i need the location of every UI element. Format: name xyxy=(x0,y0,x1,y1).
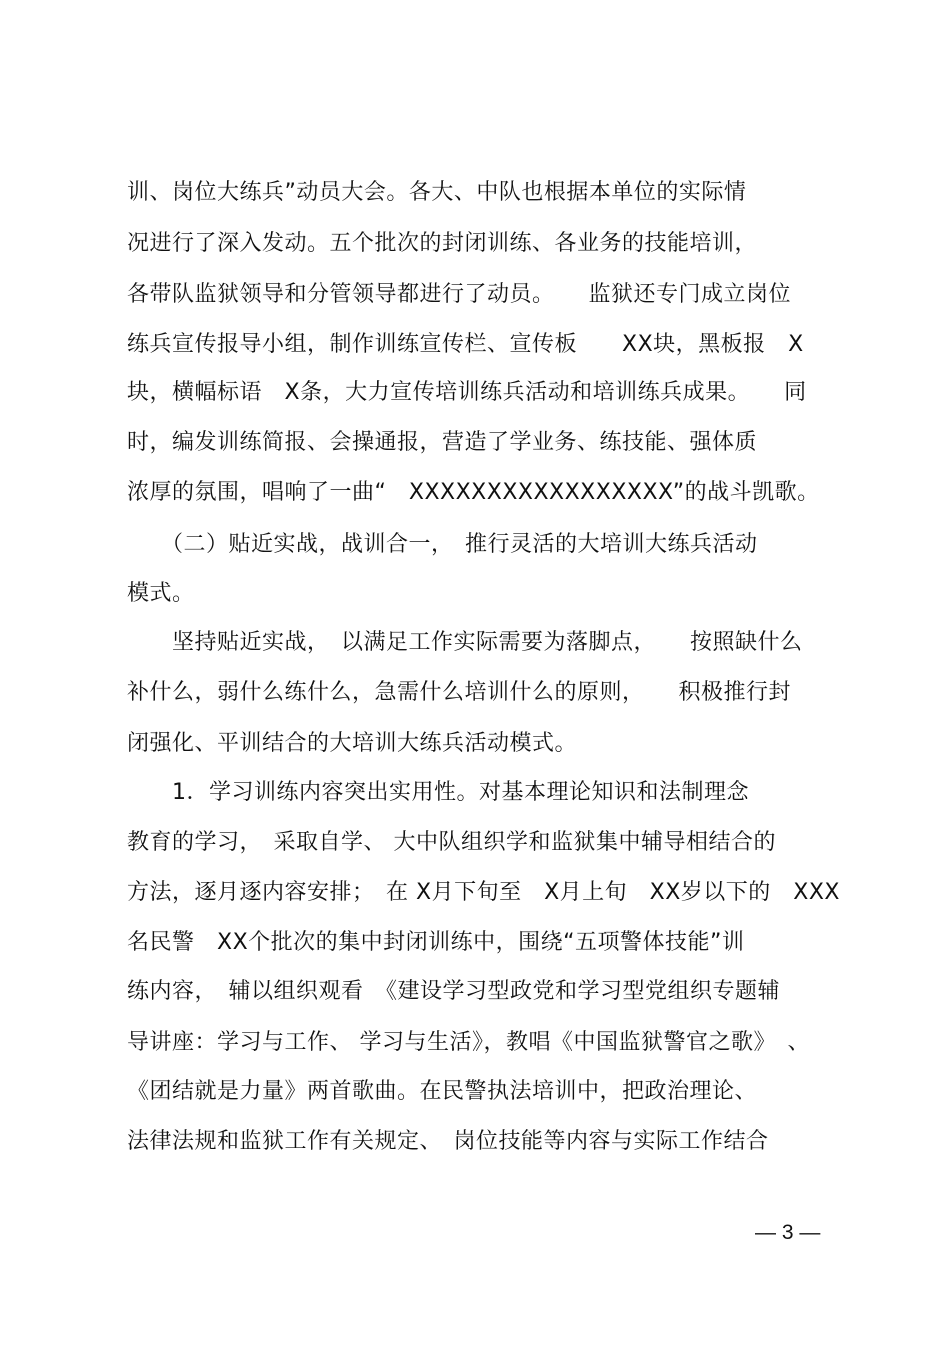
body-text-line: 导讲座：学习与工作、 学习与生活》，教唱《中国监狱警官之歌》 、 xyxy=(127,1030,810,1055)
body-text-line: 补什么，弱什么练什么，急需什么培训什么的原则， 积极推行封 xyxy=(127,680,792,705)
body-text-line: 方法，逐月逐内容安排； 在 X月下旬至 X月上旬 XX岁以下的 XXX xyxy=(127,880,840,905)
body-text-line: 坚持贴近实战， 以满足工作实际需要为落脚点， 按照缺什么 xyxy=(127,630,803,655)
numbered-item-line: 1．学习训练内容突出实用性。对基本理论知识和法制理念 xyxy=(127,780,749,805)
body-text-line: 各带队监狱领导和分管领导都进行了动员。 监狱还专门成立岗位 xyxy=(127,282,792,307)
body-text-line: 名民警 XX个批次的集中封闭训练中，围绕“五项警体技能”训 xyxy=(127,930,745,955)
body-text-line: 法律法规和监狱工作有关规定、 岗位技能等内容与实际工作结合 xyxy=(127,1129,769,1154)
section-heading-line: （二）贴近实战，战训合一， 推行灵活的大培训大练兵活动 xyxy=(127,532,758,557)
body-text-line: 练兵宣传报导小组，制作训练宣传栏、宣传板 XX块，黑板报 X xyxy=(127,332,804,357)
body-text-line: 练内容， 辅以组织观看 《建设学习型政党和学习型党组织专题辅 xyxy=(127,979,781,1004)
body-text-line: 浓厚的氛围，唱响了一曲“ XXXXXXXXXXXXXXXXX”的战斗凯歌。 xyxy=(127,480,820,505)
body-text-line: 《团结就是力量》两首歌曲。在民警执法培训中，把政治理论、 xyxy=(127,1079,758,1104)
body-text-line: 教育的学习， 采取自学、 大中队组织学和监狱集中辅导相结合的 xyxy=(127,830,776,855)
body-text-line: 块，横幅标语 X条，大力宣传培训练兵活动和培训练兵成果。 同 xyxy=(127,380,807,405)
body-text-line: 闭强化、平训结合的大培训大练兵活动模式。 xyxy=(127,731,578,756)
body-text-line: 训、岗位大练兵”动员大会。各大、中队也根据本单位的实际情 xyxy=(127,180,747,205)
page-number: — 3 — xyxy=(755,1221,821,1244)
body-text-line: 时，编发训练简报、会操通报，营造了学业务、练技能、强体质 xyxy=(127,430,758,455)
section-heading-line: 模式。 xyxy=(127,581,195,606)
body-text-line: 况进行了深入发动。五个批次的封闭训练、各业务的技能培训， xyxy=(127,231,758,256)
